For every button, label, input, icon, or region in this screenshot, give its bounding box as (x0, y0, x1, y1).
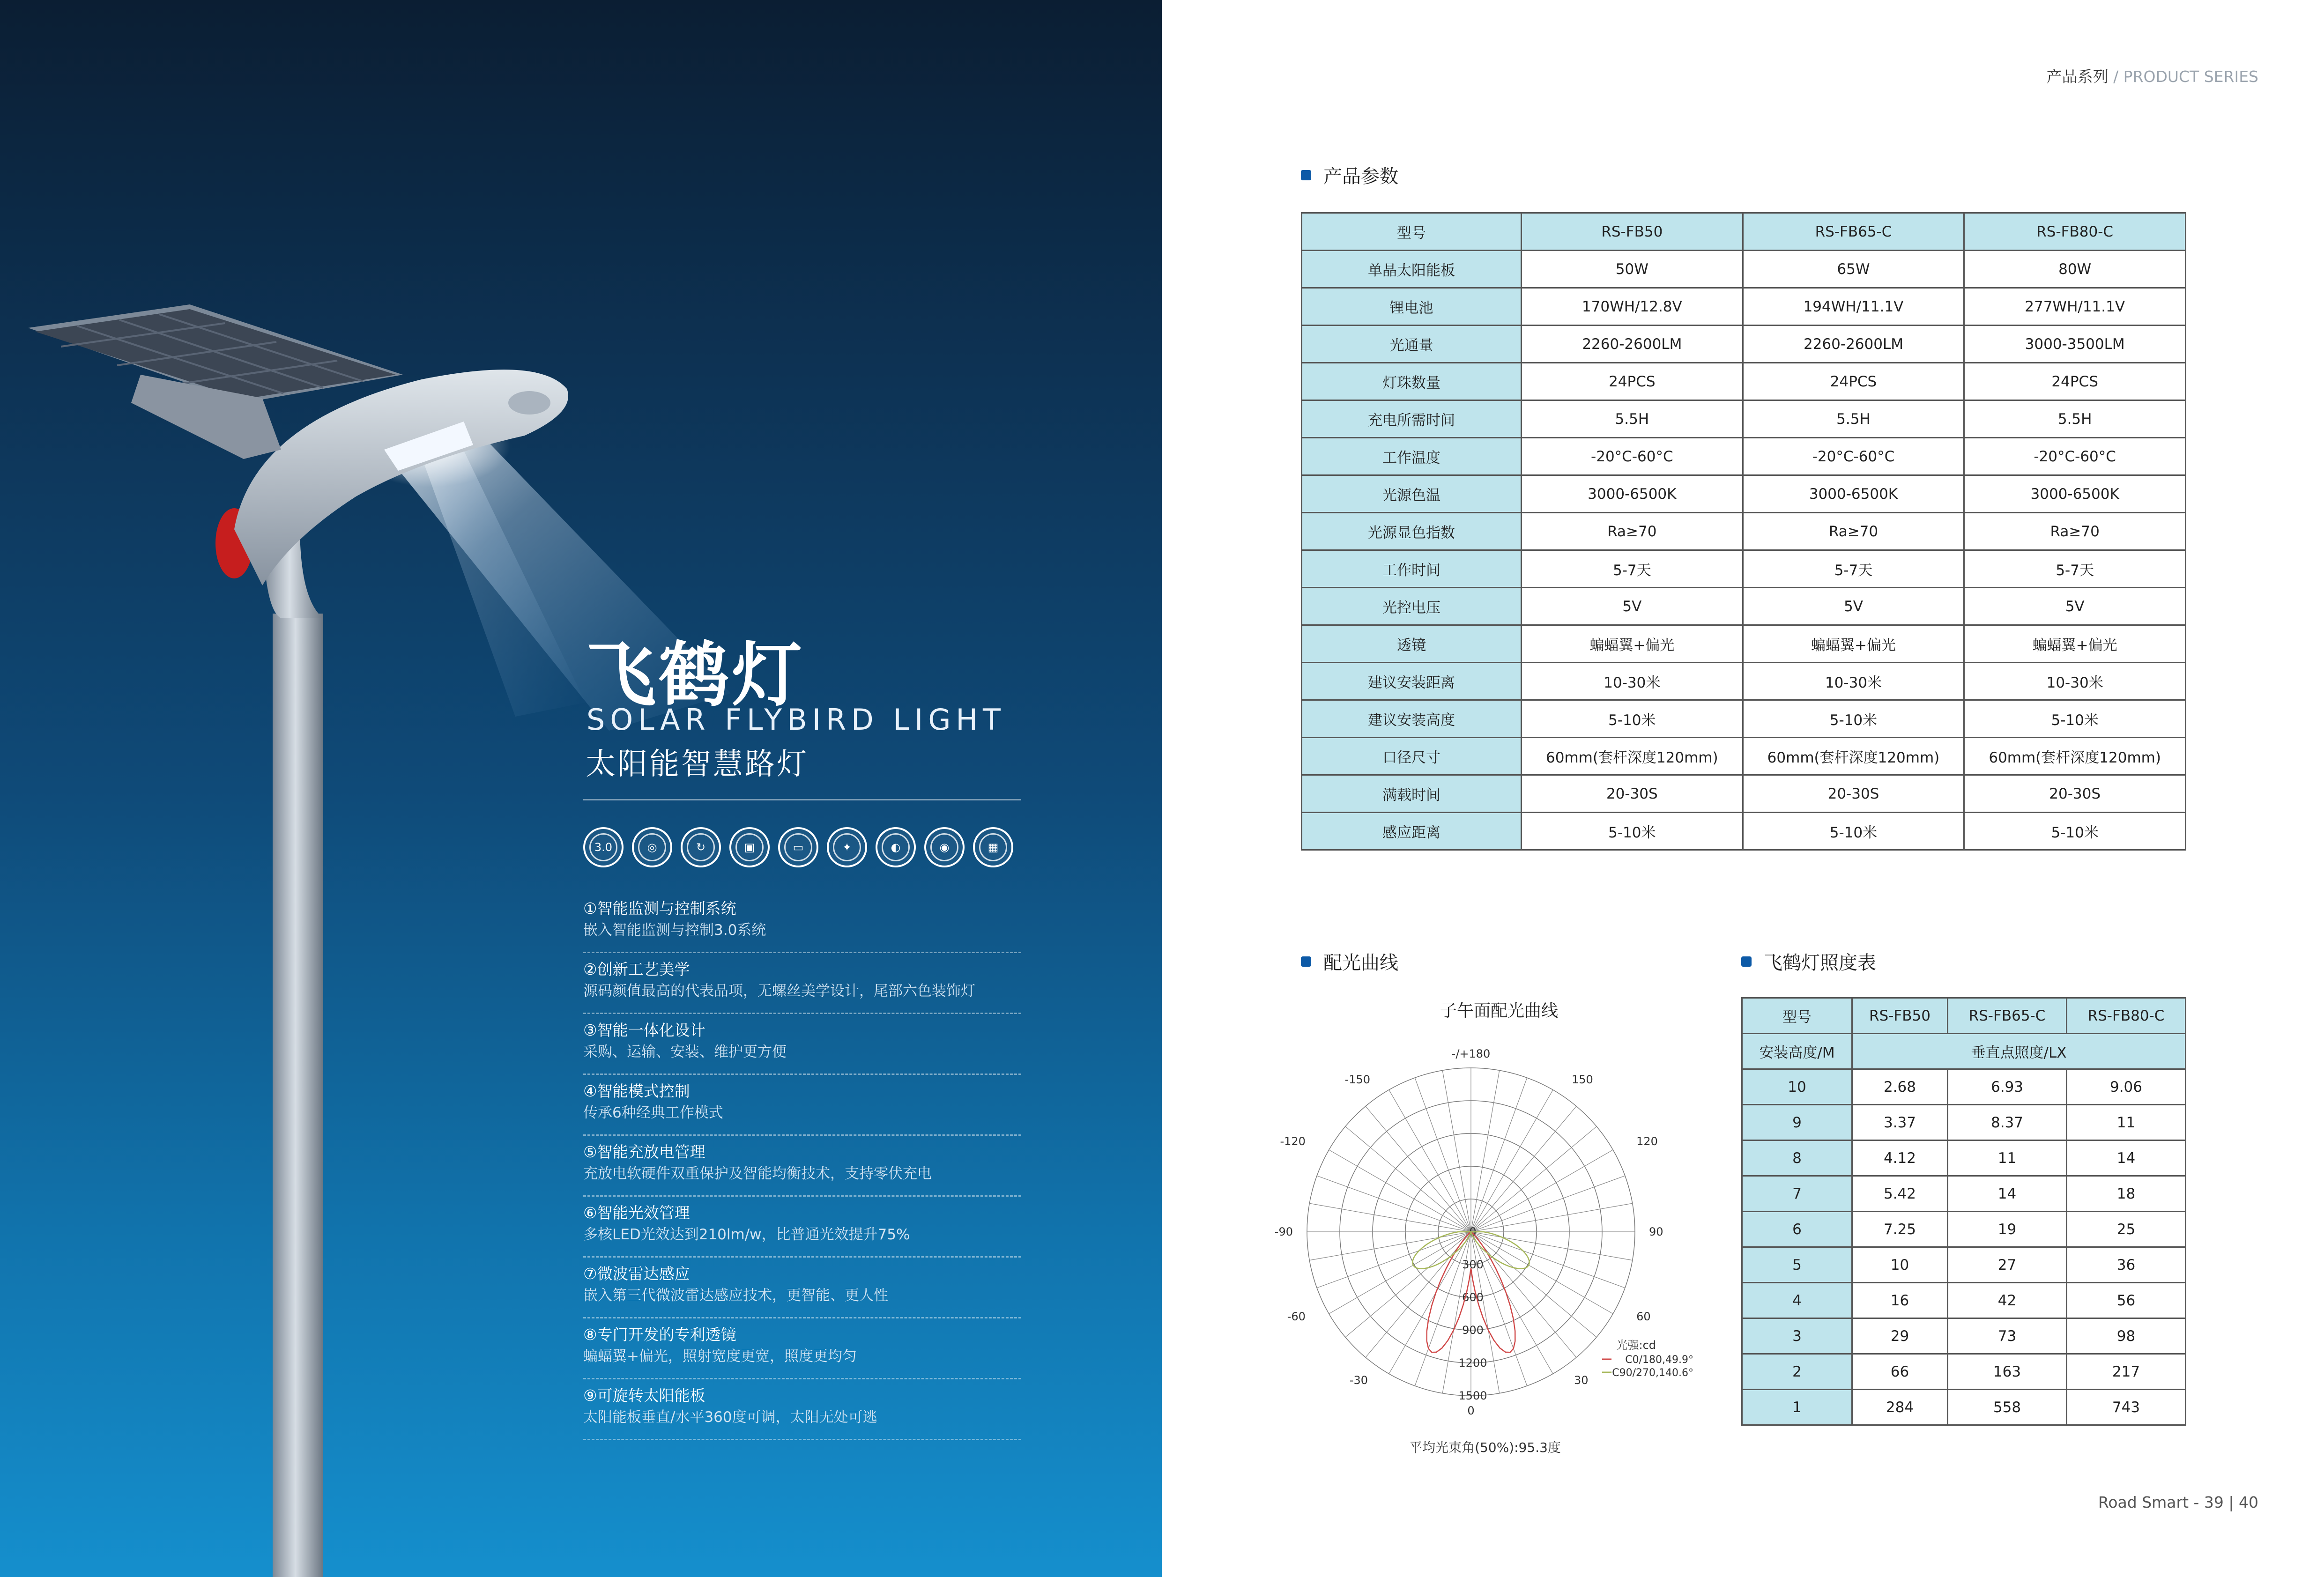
title-divider (583, 799, 1021, 800)
height-value: 5 (1742, 1247, 1852, 1283)
param-value: Ra≥70 (1743, 513, 1964, 550)
param-value: 20-30S (1964, 775, 2186, 813)
lux-value: 10 (1852, 1247, 1948, 1283)
lux-value: 66 (1852, 1354, 1948, 1390)
polar-radial-label: 900 (1462, 1324, 1484, 1337)
section-marker-icon (1301, 170, 1311, 180)
list-item (583, 1197, 1021, 1258)
lux-value: 7.25 (1852, 1212, 1948, 1247)
param-value: 10-30米 (1522, 663, 1743, 700)
polar-angle-label: -120 (1280, 1135, 1306, 1148)
params-section-title: 产品参数 (1301, 162, 1398, 188)
lux-value: 11 (2066, 1105, 2185, 1140)
feature-title: ⑥智能光效管理 (583, 1204, 690, 1222)
param-value: 194WH/11.1V (1743, 288, 1964, 326)
lux-value: 284 (1852, 1390, 1948, 1425)
polar-spoke (1345, 1232, 1471, 1337)
param-value: 蝙蝠翼+偏光 (1522, 625, 1743, 663)
feature-desc: 源码颜值最高的代表品项，无螺丝美学设计，尾部六色装饰灯 (583, 983, 975, 1000)
feature-desc: 蝙蝠翼+偏光，照射宽度更宽，照度更均匀 (583, 1348, 857, 1365)
legend-title: 光强:cd (1616, 1339, 1656, 1352)
polar-chart (1274, 998, 1715, 1457)
feature-desc: 嵌入智能监测与控制3.0系统 (583, 922, 766, 939)
height-value: 1 (1742, 1390, 1852, 1425)
height-value: 4 (1742, 1283, 1852, 1318)
param-value: -20°C-60°C (1522, 438, 1743, 475)
polar-spoke (1471, 1126, 1596, 1232)
3.0-system-icon: 3.0 (583, 827, 624, 867)
table-subheader-row: 安装高度/M 垂直点照度/LX (1742, 1034, 2186, 1069)
list-item (583, 953, 1021, 1014)
solar-panel-icon: ▦ (973, 827, 1013, 867)
beam-angle-note: 平均光束角(50%):95.3度 (1409, 1440, 1561, 1455)
height-value: 10 (1742, 1069, 1852, 1105)
feature-title: ②创新工艺美学 (583, 960, 690, 978)
polar-angle-label: 30 (1574, 1374, 1589, 1387)
list-item (583, 1379, 1021, 1440)
battery-icon: ▭ (778, 827, 818, 867)
param-value: 5-10米 (1964, 700, 2186, 738)
param-value: 20-30S (1522, 775, 1743, 813)
param-value: 2260-2600LM (1743, 326, 1964, 363)
polar-radial-label: 0 (1469, 1225, 1477, 1238)
feature-desc: 采购、运输、安装、维护更方便 (583, 1044, 787, 1060)
param-value: 3000-6500K (1964, 475, 2186, 513)
legend-c90: C90/270,140.6° (1612, 1367, 1693, 1379)
feature-desc: 充放电软硬件双重保护及智能均衡技术，支持零伏充电 (583, 1165, 932, 1182)
height-value: 6 (1742, 1212, 1852, 1247)
height-value: 8 (1742, 1140, 1852, 1176)
series-cn: 产品系列 (2046, 67, 2109, 86)
lux-value: 163 (1948, 1354, 2067, 1390)
table-row (1302, 363, 2186, 400)
polar-spoke (1471, 1106, 1576, 1232)
lux-value: 29 (1852, 1318, 1948, 1354)
param-value: 5-10米 (1522, 813, 1743, 850)
height-value: 7 (1742, 1176, 1852, 1212)
table-row (1302, 288, 2186, 326)
lux-value: 217 (2066, 1354, 2185, 1390)
param-value: 3000-6500K (1522, 475, 1743, 513)
param-value: 65W (1743, 251, 1964, 288)
section-marker-icon (1301, 956, 1311, 967)
table-row (1302, 775, 2186, 813)
param-value: 5-7天 (1743, 550, 1964, 588)
param-value: 10-30米 (1964, 663, 2186, 700)
polar-radial-label: 1500 (1458, 1389, 1487, 1402)
table-row (1742, 1354, 2186, 1390)
table-row (1302, 550, 2186, 588)
param-value: 170WH/12.8V (1522, 288, 1743, 326)
param-value: 2260-2600LM (1522, 326, 1743, 363)
lux-value: 14 (1948, 1176, 2067, 1212)
table-row (1302, 738, 2186, 775)
height-value: 2 (1742, 1354, 1852, 1390)
lux-value: 16 (1852, 1283, 1948, 1318)
lux-value: 18 (2066, 1176, 2185, 1212)
table-row (1302, 400, 2186, 438)
param-value: Ra≥70 (1522, 513, 1743, 550)
param-value: 20-30S (1743, 775, 1964, 813)
monitor-control-icon: ▣ (729, 827, 770, 867)
product-title-english: SOLAR FLYBIRD LIGHT (587, 703, 1006, 737)
table-row (1302, 438, 2186, 475)
polar-angle-label: 150 (1572, 1073, 1593, 1086)
polar-spoke (1366, 1232, 1471, 1357)
polar-spoke (1366, 1106, 1471, 1232)
param-value: Ra≥70 (1964, 513, 2186, 550)
polar-section-title: 配光曲线 (1301, 948, 1398, 975)
radar-dish-icon: ◐ (876, 827, 916, 867)
param-value: 5-10米 (1522, 700, 1743, 738)
list-item (583, 1014, 1021, 1075)
polar-angle-label: -60 (1287, 1310, 1306, 1323)
lux-value: 743 (2066, 1390, 2185, 1425)
param-value: 5.5H (1522, 400, 1743, 438)
feature-desc: 嵌入第三代微波雷达感应技术，更智能、更人性 (583, 1287, 888, 1304)
param-value: 5.5H (1964, 400, 2186, 438)
param-label: 充电所需时间 (1302, 400, 1522, 438)
param-label: 建议安装距离 (1302, 663, 1522, 700)
table-header-row: 型号 RS-FB50 RS-FB65-C RS-FB80-C (1742, 998, 2186, 1034)
feature-icon-row (583, 827, 1013, 867)
table-row (1302, 813, 2186, 850)
feature-desc: 太阳能板垂直/水平360度可调，太阳无处可逃 (583, 1409, 877, 1426)
table-row (1302, 663, 2186, 700)
list-item (583, 892, 1021, 953)
param-value: 5V (1964, 588, 2186, 625)
polar-angle-label: 0 (1467, 1404, 1475, 1417)
table-row (1742, 1283, 2186, 1318)
param-label: 建议安装高度 (1302, 700, 1522, 738)
param-value: -20°C-60°C (1964, 438, 2186, 475)
param-value: 3000-3500LM (1964, 326, 2186, 363)
recycle-mode-icon: ↻ (681, 827, 721, 867)
polar-spoke (1345, 1126, 1471, 1232)
polar-spoke (1471, 1232, 1576, 1357)
lux-value: 27 (1948, 1247, 2067, 1283)
param-value: -20°C-60°C (1743, 438, 1964, 475)
lux-value: 73 (1948, 1318, 2067, 1354)
lux-value: 11 (1948, 1140, 2067, 1176)
lux-value: 4.12 (1852, 1140, 1948, 1176)
illuminance-table (1741, 997, 2186, 1426)
polar-angle-label: 60 (1636, 1310, 1651, 1323)
lux-value: 558 (1948, 1390, 2067, 1425)
feature-title: ⑤智能充放电管理 (583, 1143, 705, 1161)
param-label: 灯珠数量 (1302, 363, 1522, 400)
param-label: 光通量 (1302, 326, 1522, 363)
lux-value: 14 (2066, 1140, 2185, 1176)
table-row (1742, 1176, 2186, 1212)
feature-title: ④智能模式控制 (583, 1082, 690, 1100)
table-header-row: 型号 RS-FB50 RS-FB65-C RS-FB80-C (1302, 213, 2186, 251)
lux-value: 9.06 (2066, 1069, 2185, 1105)
polar-radial-label: 1200 (1458, 1356, 1487, 1370)
list-item (583, 1136, 1021, 1197)
param-label: 光源显色指数 (1302, 513, 1522, 550)
table-row (1742, 1318, 2186, 1354)
table-row (1302, 625, 2186, 663)
target-icon: ◉ (924, 827, 965, 867)
legend-c0: C0/180,49.9° (1625, 1354, 1693, 1366)
param-value: 24PCS (1743, 363, 1964, 400)
feature-title: ⑨可旋转太阳能板 (583, 1386, 705, 1405)
param-value: 5-10米 (1743, 813, 1964, 850)
product-title: 飞鹤灯 (586, 635, 805, 716)
param-value: 5-10米 (1743, 700, 1964, 738)
series-header (2047, 65, 2258, 87)
param-value: 5V (1743, 588, 1964, 625)
param-label: 工作温度 (1302, 438, 1522, 475)
table-row (1742, 1247, 2186, 1283)
param-label: 透镜 (1302, 625, 1522, 663)
param-value: 60mm(套杆深度120mm) (1522, 738, 1743, 775)
table-row (1742, 1069, 2186, 1105)
param-value: 277WH/11.1V (1964, 288, 2186, 326)
param-label: 感应距离 (1302, 813, 1522, 850)
param-value: 50W (1522, 251, 1743, 288)
param-value: 24PCS (1522, 363, 1743, 400)
param-label: 口径尺寸 (1302, 738, 1522, 775)
series-en: / PRODUCT SERIES (2113, 67, 2258, 86)
param-label: 光控电压 (1302, 588, 1522, 625)
polar-angle-label: 120 (1636, 1135, 1658, 1148)
param-value: 10-30米 (1743, 663, 1964, 700)
param-value: 60mm(套杆深度120mm) (1743, 738, 1964, 775)
lux-value: 56 (2066, 1283, 2185, 1318)
polar-radial-label: 600 (1462, 1291, 1484, 1304)
light-bulb-icon: ✦ (827, 827, 867, 867)
param-value: 5-7天 (1964, 550, 2186, 588)
param-value: 60mm(套杆深度120mm) (1964, 738, 2186, 775)
param-value: 5-7天 (1522, 550, 1743, 588)
param-label: 单晶太阳能板 (1302, 251, 1522, 288)
table-row (1302, 251, 2186, 288)
lux-value: 36 (2066, 1247, 2185, 1283)
feature-title: ①智能监测与控制系统 (583, 899, 736, 918)
height-value: 9 (1742, 1105, 1852, 1140)
polar-angle-label: -30 (1349, 1374, 1368, 1387)
table-row (1302, 513, 2186, 550)
param-label: 锂电池 (1302, 288, 1522, 326)
polar-chart-title: 子午面配光曲线 (1440, 1001, 1558, 1021)
lux-value: 2.68 (1852, 1069, 1948, 1105)
polar-angle-label: 90 (1649, 1225, 1663, 1238)
lux-value: 25 (2066, 1212, 2185, 1247)
lux-value: 42 (1948, 1283, 2067, 1318)
param-value: 24PCS (1964, 363, 2186, 400)
param-value: 蝙蝠翼+偏光 (1743, 625, 1964, 663)
polar-angle-label: -150 (1344, 1073, 1370, 1086)
feature-title: ⑧专门开发的专利透镜 (583, 1325, 736, 1344)
param-value: 5.5H (1743, 400, 1964, 438)
lux-value: 8.37 (1948, 1105, 2067, 1140)
feature-title: ⑦微波雷达感应 (583, 1265, 690, 1283)
polar-diagram (1274, 998, 1715, 1457)
polar-radial-label: 300 (1462, 1258, 1484, 1271)
list-item (583, 1318, 1021, 1379)
table-row (1742, 1212, 2186, 1247)
table-row (1302, 475, 2186, 513)
feature-list (583, 892, 1021, 1440)
list-item (583, 1075, 1021, 1136)
feature-desc: 多核LED光效达到210lm/w，比普通光效提升75% (583, 1226, 910, 1243)
params-table-body (1302, 251, 2186, 850)
table-row (1742, 1140, 2186, 1176)
illum-section-title: 飞鹤灯照度表 (1741, 948, 1876, 975)
param-value: 80W (1964, 251, 2186, 288)
lux-value: 6.93 (1948, 1069, 2067, 1105)
product-subtitle: 太阳能智慧路灯 (586, 747, 809, 782)
polar-angle-label: -/+180 (1451, 1047, 1491, 1060)
param-value: 5-10米 (1964, 813, 2186, 850)
table-row (1302, 326, 2186, 363)
microwave-sensor-icon: ◎ (632, 827, 672, 867)
section-marker-icon (1741, 956, 1752, 967)
lux-value: 19 (1948, 1212, 2067, 1247)
height-value: 3 (1742, 1318, 1852, 1354)
feature-desc: 传承6种经典工作模式 (583, 1104, 723, 1121)
params-table (1301, 212, 2186, 851)
param-value: 3000-6500K (1743, 475, 1964, 513)
table-row (1742, 1105, 2186, 1140)
param-value: 蝙蝠翼+偏光 (1964, 625, 2186, 663)
param-value: 5V (1522, 588, 1743, 625)
param-label: 工作时间 (1302, 550, 1522, 588)
page-footer: Road Smart - 39 | 40 (2098, 1493, 2258, 1511)
table-row (1302, 588, 2186, 625)
table-row (1742, 1390, 2186, 1425)
table-row (1302, 700, 2186, 738)
param-label: 满载时间 (1302, 775, 1522, 813)
param-label: 光源色温 (1302, 475, 1522, 513)
feature-title: ③智能一体化设计 (583, 1021, 705, 1039)
lux-value: 3.37 (1852, 1105, 1948, 1140)
illuminance-table-body (1742, 1069, 2186, 1425)
lux-value: 98 (2066, 1318, 2185, 1354)
lux-value: 5.42 (1852, 1176, 1948, 1212)
polar-angle-label: -90 (1274, 1225, 1293, 1238)
list-item (583, 1258, 1021, 1318)
polar-spoke (1471, 1232, 1596, 1337)
